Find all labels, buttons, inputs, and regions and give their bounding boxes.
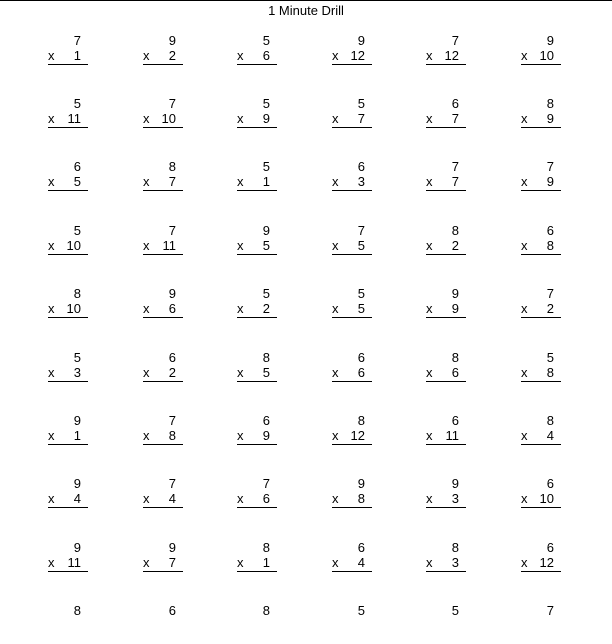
- multiplier: 2: [546, 301, 554, 316]
- multiplicand: 9: [451, 286, 459, 301]
- times-sign: x: [521, 111, 528, 126]
- multiplicand: 5: [451, 603, 459, 618]
- answer-line: [48, 127, 88, 128]
- times-sign: x: [521, 365, 528, 380]
- multiplicand: 7: [73, 33, 81, 48]
- times-sign: x: [143, 111, 150, 126]
- multiplier: 12: [350, 48, 365, 63]
- answer-line: [521, 190, 561, 191]
- answer-line: [143, 127, 183, 128]
- multiplier: 6: [451, 365, 459, 380]
- multiplier: 1: [262, 555, 270, 570]
- multiplicand: 9: [357, 33, 365, 48]
- answer-line: [237, 317, 277, 318]
- multiplier: 9: [546, 111, 554, 126]
- multiplicand: 8: [546, 413, 554, 428]
- multiplier: 7: [168, 555, 176, 570]
- multiplicand: 7: [546, 159, 554, 174]
- multiplier: 2: [262, 301, 270, 316]
- multiplicand: 7: [262, 476, 270, 491]
- answer-line: [143, 190, 183, 191]
- times-sign: x: [143, 238, 150, 253]
- answer-line: [521, 571, 561, 572]
- multiplier: 10: [539, 491, 554, 506]
- multiplier: 5: [357, 238, 365, 253]
- multiplicand: 8: [451, 540, 459, 555]
- answer-line: [48, 507, 88, 508]
- problem-6-6: [521, 351, 561, 391]
- answer-line: [332, 381, 372, 382]
- times-sign: x: [48, 238, 55, 253]
- multiplicand: 9: [451, 476, 459, 491]
- times-sign: x: [426, 174, 433, 189]
- times-sign: x: [332, 365, 339, 380]
- problem-2-3: [237, 97, 277, 137]
- answer-line: [426, 381, 466, 382]
- multiplicand: 5: [357, 96, 365, 111]
- multiplicand: 8: [451, 223, 459, 238]
- times-sign: x: [332, 174, 339, 189]
- multiplier: 4: [357, 555, 365, 570]
- answer-line: [426, 571, 466, 572]
- answer-line: [426, 64, 466, 65]
- problem-6-4: [332, 351, 372, 391]
- multiplier: 11: [67, 111, 81, 126]
- multiplier: 1: [262, 174, 270, 189]
- multiplicand: 6: [546, 223, 554, 238]
- problem-9-1: [48, 541, 88, 581]
- multiplier: 3: [357, 174, 365, 189]
- times-sign: x: [237, 111, 244, 126]
- multiplicand: 8: [168, 159, 176, 174]
- multiplier: 5: [73, 174, 81, 189]
- answer-line: [143, 254, 183, 255]
- multiplier: 2: [168, 48, 176, 63]
- problem-1-1: [48, 34, 88, 74]
- problem-5-1: [48, 287, 88, 327]
- multiplier: 10: [66, 301, 81, 316]
- problem-9-3: [237, 541, 277, 581]
- times-sign: x: [237, 238, 244, 253]
- answer-line: [237, 190, 277, 191]
- times-sign: x: [143, 174, 150, 189]
- problem-9-2: [143, 541, 183, 581]
- answer-line: [426, 507, 466, 508]
- problem-6-5: [426, 351, 466, 391]
- multiplicand: 7: [168, 413, 176, 428]
- multiplier: 9: [451, 301, 459, 316]
- multiplicand: 9: [73, 540, 81, 555]
- multiplier: 10: [539, 48, 554, 63]
- multiplier: 1: [73, 428, 81, 443]
- problem-8-6: [521, 477, 561, 517]
- problem-5-6: [521, 287, 561, 327]
- answer-line: [332, 64, 372, 65]
- answer-line: [237, 571, 277, 572]
- times-sign: x: [143, 555, 150, 570]
- multiplier: 6: [168, 301, 176, 316]
- problem-5-5: [426, 287, 466, 327]
- answer-line: [332, 444, 372, 445]
- times-sign: x: [143, 491, 150, 506]
- multiplier: 10: [66, 238, 81, 253]
- multiplicand: 6: [357, 159, 365, 174]
- multiplier: 6: [262, 48, 270, 63]
- answer-line: [332, 571, 372, 572]
- multiplier: 7: [451, 111, 459, 126]
- multiplicand: 8: [357, 413, 365, 428]
- answer-line: [521, 507, 561, 508]
- times-sign: x: [237, 48, 244, 63]
- times-sign: x: [237, 365, 244, 380]
- multiplicand: 7: [451, 159, 459, 174]
- problem-2-5: [426, 97, 466, 137]
- answer-line: [143, 444, 183, 445]
- problem-4-2: [143, 224, 183, 264]
- multiplier: 3: [451, 491, 459, 506]
- multiplicand: 6: [546, 476, 554, 491]
- problem-2-4: [332, 97, 372, 137]
- answer-line: [48, 64, 88, 65]
- multiplicand: 6: [168, 603, 176, 618]
- multiplicand: 7: [168, 96, 176, 111]
- problem-7-5: [426, 414, 466, 454]
- times-sign: x: [426, 111, 433, 126]
- times-sign: x: [426, 428, 433, 443]
- multiplicand: 6: [262, 413, 270, 428]
- multiplicand: 8: [451, 350, 459, 365]
- times-sign: x: [48, 48, 55, 63]
- answer-line: [521, 381, 561, 382]
- times-sign: x: [521, 555, 528, 570]
- times-sign: x: [48, 428, 55, 443]
- times-sign: x: [332, 111, 339, 126]
- times-sign: x: [48, 301, 55, 316]
- multiplicand: 7: [546, 286, 554, 301]
- multiplicand: 8: [73, 603, 81, 618]
- answer-line: [237, 254, 277, 255]
- multiplier: 5: [262, 238, 270, 253]
- problem-10-6: [521, 604, 561, 644]
- problem-2-1: [48, 97, 88, 137]
- answer-line: [143, 64, 183, 65]
- times-sign: x: [48, 174, 55, 189]
- multiplicand: 5: [73, 223, 81, 238]
- problem-5-3: [237, 287, 277, 327]
- multiplicand: 9: [73, 476, 81, 491]
- times-sign: x: [426, 301, 433, 316]
- multiplier: 9: [262, 111, 270, 126]
- multiplier: 8: [168, 428, 176, 443]
- times-sign: x: [143, 428, 150, 443]
- times-sign: x: [521, 48, 528, 63]
- multiplier: 12: [350, 428, 365, 443]
- multiplicand: 7: [546, 603, 554, 618]
- problem-7-1: [48, 414, 88, 454]
- multiplier: 8: [546, 365, 554, 380]
- problem-3-2: [143, 160, 183, 200]
- multiplier: 1: [73, 48, 81, 63]
- multiplier: 3: [451, 555, 459, 570]
- times-sign: x: [332, 238, 339, 253]
- answer-line: [332, 254, 372, 255]
- problem-3-6: [521, 160, 561, 200]
- times-sign: x: [48, 111, 55, 126]
- times-sign: x: [521, 491, 528, 506]
- multiplier: 11: [67, 555, 81, 570]
- multiplicand: 5: [546, 350, 554, 365]
- answer-line: [143, 317, 183, 318]
- problem-4-5: [426, 224, 466, 264]
- problem-9-4: [332, 541, 372, 581]
- multiplier: 7: [168, 174, 176, 189]
- multiplicand: 6: [357, 350, 365, 365]
- problem-7-2: [143, 414, 183, 454]
- multiplicand: 6: [168, 350, 176, 365]
- problem-10-1: [48, 604, 88, 644]
- times-sign: x: [521, 428, 528, 443]
- multiplier: 12: [539, 555, 554, 570]
- times-sign: x: [426, 238, 433, 253]
- problem-4-1: [48, 224, 88, 264]
- multiplicand: 5: [357, 286, 365, 301]
- problem-6-2: [143, 351, 183, 391]
- answer-line: [143, 381, 183, 382]
- times-sign: x: [426, 491, 433, 506]
- multiplicand: 8: [546, 96, 554, 111]
- times-sign: x: [332, 428, 339, 443]
- multiplier: 4: [546, 428, 554, 443]
- times-sign: x: [426, 48, 433, 63]
- answer-line: [426, 444, 466, 445]
- times-sign: x: [332, 301, 339, 316]
- multiplicand: 6: [451, 96, 459, 111]
- problem-1-3: [237, 34, 277, 74]
- multiplicand: 8: [262, 603, 270, 618]
- problem-2-2: [143, 97, 183, 137]
- multiplicand: 5: [73, 96, 81, 111]
- multiplicand: 8: [262, 350, 270, 365]
- answer-line: [237, 64, 277, 65]
- times-sign: x: [521, 238, 528, 253]
- answer-line: [143, 507, 183, 508]
- multiplier: 11: [445, 428, 459, 443]
- problem-8-2: [143, 477, 183, 517]
- times-sign: x: [237, 428, 244, 443]
- problem-10-5: [426, 604, 466, 644]
- multiplier: 8: [546, 238, 554, 253]
- multiplicand: 9: [168, 33, 176, 48]
- multiplicand: 9: [73, 413, 81, 428]
- times-sign: x: [237, 555, 244, 570]
- problem-10-3: [237, 604, 277, 644]
- multiplicand: 5: [357, 603, 365, 618]
- answer-line: [426, 190, 466, 191]
- times-sign: x: [426, 555, 433, 570]
- multiplier: 4: [73, 491, 81, 506]
- multiplicand: 9: [168, 540, 176, 555]
- problem-8-4: [332, 477, 372, 517]
- problem-8-5: [426, 477, 466, 517]
- answer-line: [521, 317, 561, 318]
- problem-4-4: [332, 224, 372, 264]
- multiplier: 10: [161, 111, 176, 126]
- problem-8-3: [237, 477, 277, 517]
- times-sign: x: [332, 48, 339, 63]
- answer-line: [48, 444, 88, 445]
- multiplier: 7: [451, 174, 459, 189]
- problem-10-4: [332, 604, 372, 644]
- problem-1-2: [143, 34, 183, 74]
- times-sign: x: [48, 555, 55, 570]
- multiplicand: 9: [546, 33, 554, 48]
- problem-3-1: [48, 160, 88, 200]
- times-sign: x: [237, 174, 244, 189]
- multiplicand: 5: [262, 286, 270, 301]
- answer-line: [521, 127, 561, 128]
- problem-1-4: [332, 34, 372, 74]
- multiplier: 6: [357, 365, 365, 380]
- times-sign: x: [48, 365, 55, 380]
- answer-line: [237, 507, 277, 508]
- problem-3-4: [332, 160, 372, 200]
- multiplicand: 5: [262, 33, 270, 48]
- problem-5-2: [143, 287, 183, 327]
- problem-4-3: [237, 224, 277, 264]
- multiplicand: 5: [73, 350, 81, 365]
- multiplicand: 5: [262, 159, 270, 174]
- multiplier: 2: [451, 238, 459, 253]
- times-sign: x: [426, 365, 433, 380]
- multiplicand: 6: [451, 413, 459, 428]
- answer-line: [521, 64, 561, 65]
- times-sign: x: [143, 48, 150, 63]
- answer-line: [332, 317, 372, 318]
- answer-line: [48, 571, 88, 572]
- multiplicand: 7: [357, 223, 365, 238]
- multiplicand: 9: [357, 476, 365, 491]
- multiplier: 2: [168, 365, 176, 380]
- problem-9-6: [521, 541, 561, 581]
- answer-line: [332, 127, 372, 128]
- multiplicand: 9: [168, 286, 176, 301]
- answer-line: [143, 571, 183, 572]
- answer-line: [237, 444, 277, 445]
- multiplicand: 6: [357, 540, 365, 555]
- times-sign: x: [237, 491, 244, 506]
- problem-7-6: [521, 414, 561, 454]
- multiplicand: 7: [451, 33, 459, 48]
- times-sign: x: [237, 301, 244, 316]
- problem-6-1: [48, 351, 88, 391]
- multiplicand: 5: [262, 96, 270, 111]
- times-sign: x: [521, 174, 528, 189]
- problem-5-4: [332, 287, 372, 327]
- problem-3-5: [426, 160, 466, 200]
- problem-6-3: [237, 351, 277, 391]
- page-title: 1 Minute Drill: [268, 3, 344, 18]
- problem-8-1: [48, 477, 88, 517]
- multiplier: 8: [357, 491, 365, 506]
- problem-2-6: [521, 97, 561, 137]
- multiplier: 9: [262, 428, 270, 443]
- times-sign: x: [521, 301, 528, 316]
- multiplicand: 6: [546, 540, 554, 555]
- answer-line: [332, 190, 372, 191]
- answer-line: [48, 190, 88, 191]
- answer-line: [426, 317, 466, 318]
- multiplier: 11: [162, 238, 176, 253]
- times-sign: x: [143, 301, 150, 316]
- answer-line: [521, 254, 561, 255]
- multiplier: 12: [444, 48, 459, 63]
- multiplicand: 8: [262, 540, 270, 555]
- answer-line: [48, 381, 88, 382]
- multiplier: 9: [546, 174, 554, 189]
- multiplier: 7: [357, 111, 365, 126]
- problem-1-5: [426, 34, 466, 74]
- problem-10-2: [143, 604, 183, 644]
- problem-1-6: [521, 34, 561, 74]
- times-sign: x: [143, 365, 150, 380]
- answer-line: [48, 317, 88, 318]
- multiplier: 4: [168, 491, 176, 506]
- answer-line: [237, 381, 277, 382]
- answer-line: [332, 507, 372, 508]
- problem-7-3: [237, 414, 277, 454]
- multiplier: 6: [262, 491, 270, 506]
- multiplier: 5: [262, 365, 270, 380]
- times-sign: x: [332, 491, 339, 506]
- answer-line: [48, 254, 88, 255]
- answer-line: [521, 444, 561, 445]
- multiplier: 5: [357, 301, 365, 316]
- problem-7-4: [332, 414, 372, 454]
- multiplicand: 9: [262, 223, 270, 238]
- answer-line: [426, 127, 466, 128]
- problem-9-5: [426, 541, 466, 581]
- multiplicand: 7: [168, 476, 176, 491]
- times-sign: x: [48, 491, 55, 506]
- multiplier: 3: [73, 365, 81, 380]
- answer-line: [426, 254, 466, 255]
- times-sign: x: [332, 555, 339, 570]
- multiplicand: 7: [168, 223, 176, 238]
- multiplicand: 8: [73, 286, 81, 301]
- problem-3-3: [237, 160, 277, 200]
- answer-line: [237, 127, 277, 128]
- problem-4-6: [521, 224, 561, 264]
- multiplicand: 6: [73, 159, 81, 174]
